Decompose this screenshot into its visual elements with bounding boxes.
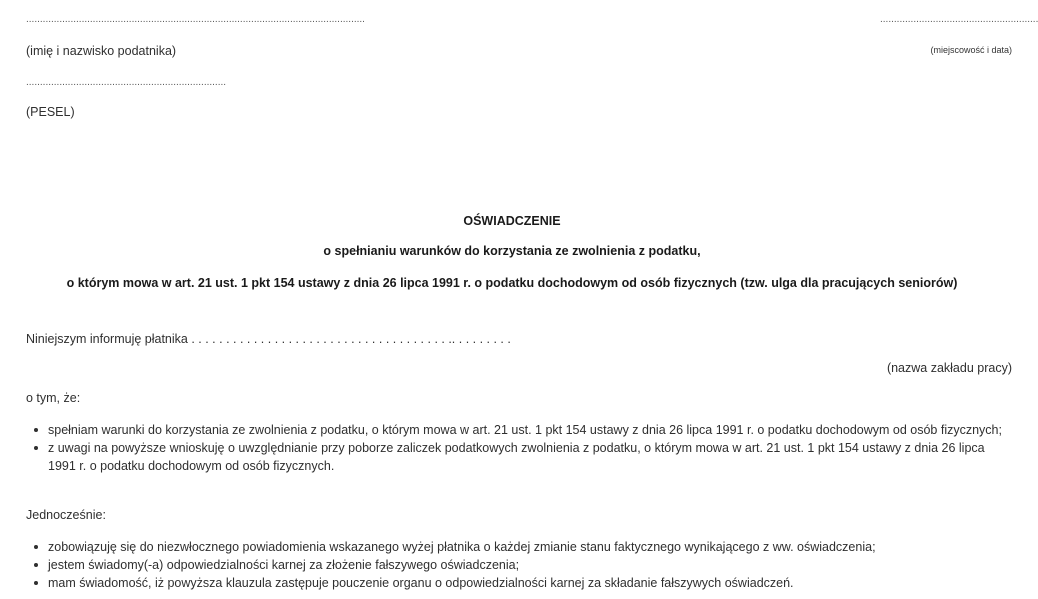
place-date-dots: ......................................................... xyxy=(880,14,1038,25)
list-item: zobowiązuję się do niezwłocznego powiadomienia wskazanego wyżej płatnika o każdej zmianie stanu faktycznego wynikającego z ww. oświadczenia; xyxy=(48,538,1008,556)
statements-list xyxy=(26,421,1008,475)
inform-payer-line: Niniejszym informuję płatnika . . . . . . . . . . . . . . . . . . . . . . . . . . . . . . . . . . . . . .. . . . . . . . . xyxy=(26,332,511,346)
document-subtitle-2: o którym mowa w art. 21 ust. 1 pkt 154 ustawy z dnia 26 lipca 1991 r. o podatku dochodowym od osób fizycznych (tzw. ulga dla pracujących seniorów) xyxy=(66,276,958,290)
pesel-dots: ........................................................................ xyxy=(26,77,227,88)
that-intro: o tym, że: xyxy=(26,391,81,405)
list-item: z uwagi na powyższe wnioskuję o uwzględnianie przy poborze zaliczek podatkowych zwolnienia z podatku, o którym mowa w art. 21 ust. 1 pkt 154 ustawy z dnia 26 lipca 1991 r. o podatku dochodowym od osób fizycznych. xyxy=(48,439,1008,475)
employer-name-label: (nazwa zakładu pracy) xyxy=(886,361,1012,375)
taxpayer-name-label: (imię i nazwisko podatnika) xyxy=(26,44,177,58)
list-item: spełniam warunki do korzystania ze zwolnienia z podatku, o którym mowa w art. 21 ust. 1 pkt 154 ustawy z dnia 26 lipca 1991 r. o podatku dochodowym od osób fizycznych; xyxy=(48,421,1008,439)
place-date-label: (miejscowość i data) xyxy=(930,45,1012,55)
list-item: mam świadomość, iż powyższa klauzula zastępuje pouczenie organu o odpowiedzialności karnej za składanie fałszywych oświadczeń. xyxy=(48,574,1008,592)
document-subtitle-1: o spełnianiu warunków do korzystania ze zwolnienia z podatku, xyxy=(323,244,701,258)
simultaneously-intro: Jednocześnie: xyxy=(26,508,106,522)
pesel-label: (PESEL) xyxy=(26,105,75,119)
list-item: jestem świadomy(-a) odpowiedzialności karnej za złożenie fałszywego oświadczenia; xyxy=(48,556,1008,574)
obligations-list xyxy=(26,538,1008,592)
taxpayer-name-dots: .......................................................................................................................... xyxy=(26,14,365,25)
document-title: OŚWIADCZENIE xyxy=(463,214,561,228)
